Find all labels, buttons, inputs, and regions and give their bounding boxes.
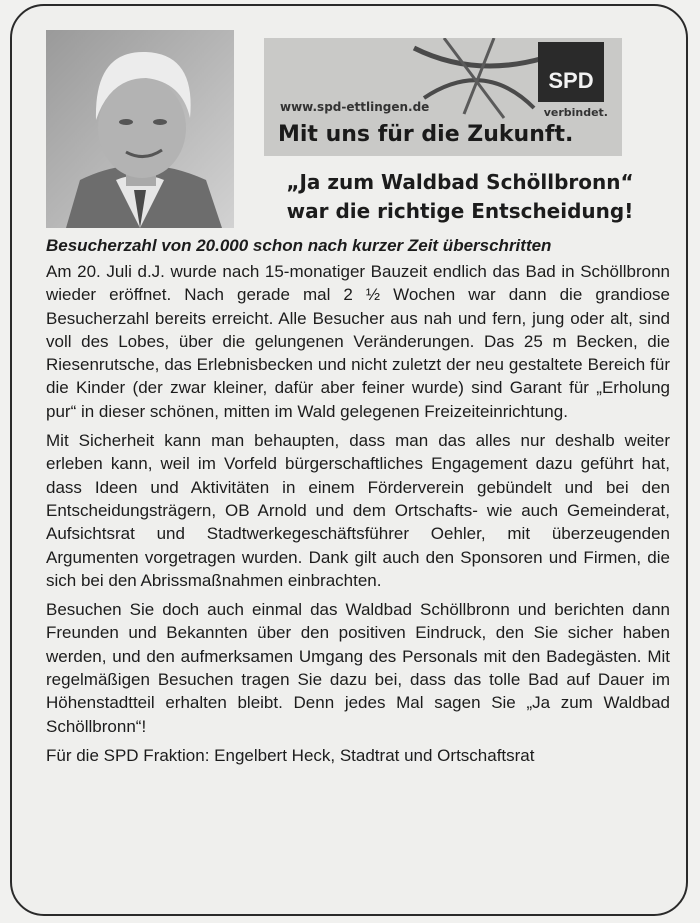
article-subheadline: Besucherzahl von 20.000 schon nach kurzer Zeit überschritten [46,236,552,255]
headline-line-1: „Ja zum Waldbad Schöllbronn“ [286,170,634,194]
article-headline [250,168,670,226]
author-photo [46,30,234,228]
portrait-image [46,30,234,228]
banner-slogan: Mit uns für die Zukunft. [278,122,574,147]
logo-tagline: verbindet. [543,106,608,119]
paragraph-3: Besuchen Sie doch auch einmal das Waldbad Schöllbronn und berichten dann Freunden und Bekannten über den positiven Eindruck, den Sie sicher haben werden, und den aufmerksamen Umgang des Personals mit den Badegästen. Mit regelmäßigen Besuchen tragen Sie dazu bei, dass das tolle Bad auf Dauer im Höhenstadtteil erhalten bleibt. Denn jedes Mal sagen Sie „Ja zum Waldbad Schöllbronn“! [46,600,670,736]
article-body [46,260,670,773]
website-url: www.spd-ettlingen.de [280,100,430,114]
headline-line-2: war die richtige Entscheidung! [286,199,634,223]
paragraph-1: Am 20. Juli d.J. wurde nach 15-monatiger Bauzeit endlich das Bad in Schöllbronn wieder eröffnet. Nach gerade mal 2 ½ Wochen war dann die grandiose Besucherzahl bereits erreicht. Alle Besucher aus nah und fern, jung oder alt, sind voll des Lobes, über die gelungenen Veränderungen. Das 25 m Becken, die Riesenrutsche, das Erlebnisbecken und nicht zuletzt der neu gestaltete Bereich für die Kinder (der zwar kleiner, dafür aber feiner wurde) sind Garant für „Erholung pur“ in dieser schönen, mitten im Wald gelegenen Freizeiteinrichtung. [46,262,670,421]
signature: Für die SPD Fraktion: Engelbert Heck, Stadtrat und Ortschaftsrat [46,745,535,765]
paragraph-2: Mit Sicherheit kann man behaupten, dass man das alles nur deshalb weiter erleben kann, weil im Vorfeld bürgerschaftliches Engagement dazu geführt hat, dass Ideen und Aktivitäten in einem Förderverein gebündelt und bei den Entscheidungsträgern, OB Arnold und dem Ortschafts- wie auch Gemeinderat, Aufsichtsrat und Stadtwerkegeschäftsführer Oehler, mit überzeugenden Argumenten vorgetragen wurden. Dank gilt auch den Sponsoren und Firmen, die sich bei den Abrissmaßnahmen einbrachten. [46,431,670,590]
spd-logo: SPD [538,42,604,102]
spd-banner [264,38,622,156]
